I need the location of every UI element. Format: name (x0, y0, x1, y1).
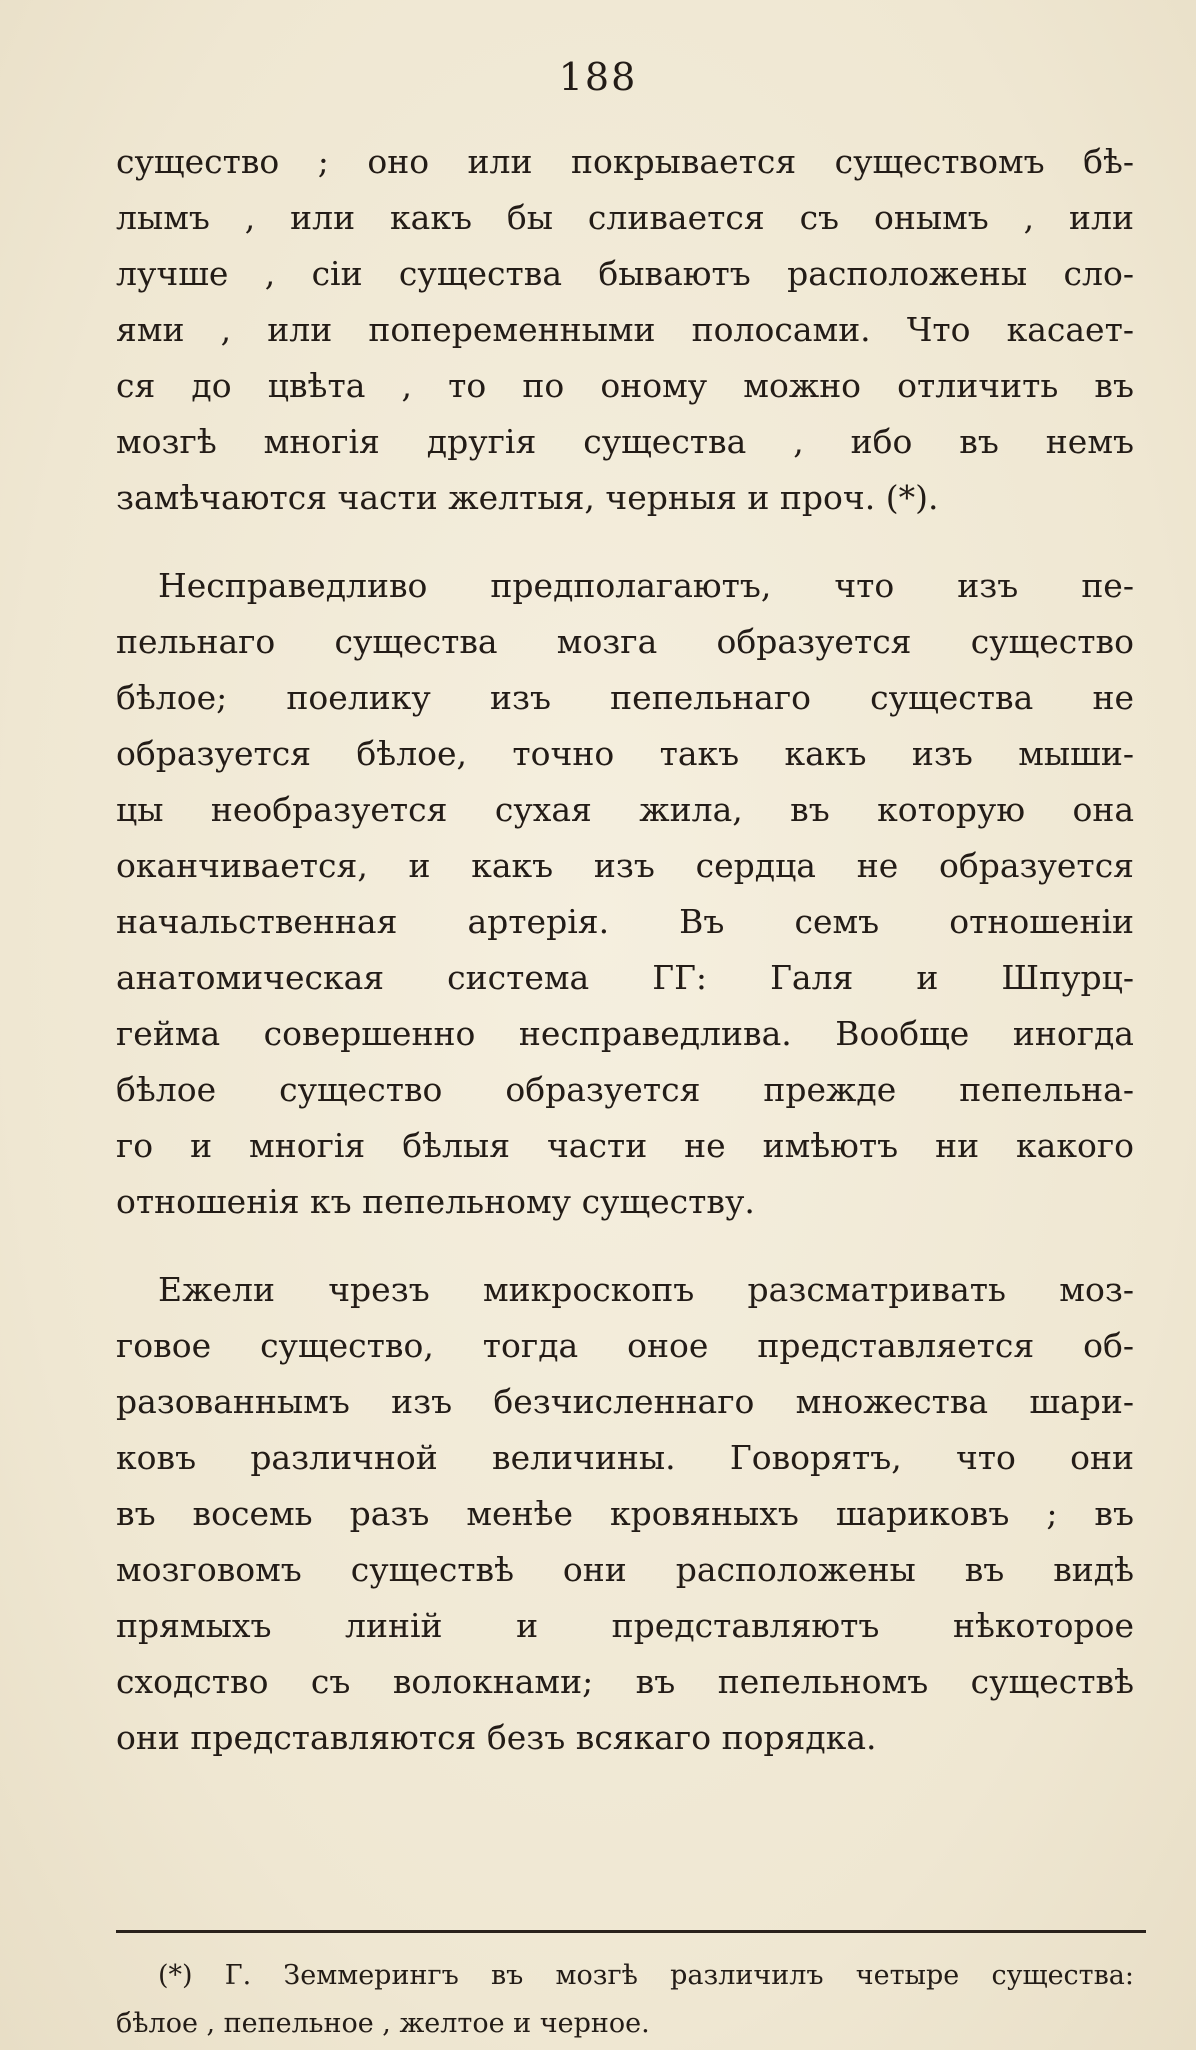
text-line: образуется бѣлое, точно такъ какъ изъ мыши- (116, 734, 1134, 773)
body-text (116, 134, 1134, 1766)
text-line: го и многія бѣлыя части не имѣютъ ни какого (116, 1126, 1134, 1165)
text-line: говое существо, тогда оное представляется об- (116, 1326, 1134, 1365)
text-line: замѣчаются части желтыя, черныя и проч. (*). (116, 478, 939, 517)
text-line: цы необразуется сухая жила, въ которую она (116, 790, 1134, 829)
text-line: сходство съ волокнами; въ пепельномъ существѣ (116, 1662, 1134, 1701)
text-line: Ежели чрезъ микроскопъ разсматривать моз- (158, 1270, 1134, 1309)
text-line: мозгѣ многія другія существа , ибо въ немъ (116, 422, 1134, 461)
text-line: ковъ различной величины. Говорятъ, что они (116, 1438, 1134, 1477)
footnote-line: бѣлое , пепельное , желтое и черное. (116, 2008, 650, 2039)
text-line: мозговомъ существѣ они расположены въ видѣ (116, 1550, 1134, 1589)
text-line: прямыхъ линій и представляютъ нѣкоторое (116, 1606, 1134, 1645)
page-number: 188 (558, 55, 638, 99)
paragraph-3 (116, 1262, 1134, 1766)
text-line: бѣлое; поелику изъ пепельнаго существа не (116, 678, 1134, 717)
text-line: разованнымъ изъ безчисленнаго множества шари- (116, 1382, 1134, 1421)
text-line: гейма совершенно несправедлива. Вообще иногда (116, 1014, 1134, 1053)
paragraph-2 (116, 558, 1134, 1230)
text-line: начальственная артерія. Въ семъ отношеніи (116, 902, 1134, 941)
text-line: пельнаго существа мозга образуется существо (116, 622, 1134, 661)
text-line: лучше , сіи существа бываютъ расположены сло- (116, 254, 1134, 293)
text-line: ями , или попеременными полосами. Что касает- (116, 310, 1134, 349)
footnote-divider (116, 1930, 1146, 1933)
paragraph-spacer (116, 1230, 1134, 1262)
text-line: анатомическая система ГГ: Галя и Шпурц- (116, 958, 1134, 997)
paragraph-spacer (116, 526, 1134, 558)
text-line: ся до цвѣта , то по оному можно отличить въ (116, 366, 1134, 405)
text-line: лымъ , или какъ бы сливается съ онымъ , или (116, 198, 1134, 237)
text-line: отношенія къ пепельному существу. (116, 1182, 755, 1221)
paragraph-1 (116, 134, 1134, 526)
text-line: въ восемь разъ менѣе кровяныхъ шариковъ ; въ (116, 1494, 1134, 1533)
footnote-line: (*) Г. Земмерингъ въ мозгѣ различилъ четыре существа: (158, 1960, 1134, 1991)
text-line: существо ; оно или покрывается существомъ бѣ- (116, 142, 1134, 181)
footnote (116, 1952, 1134, 2048)
text-line: оканчивается, и какъ изъ сердца не образуется (116, 846, 1134, 885)
text-line: Несправедливо предполагаютъ, что изъ пе- (158, 566, 1134, 605)
text-line: бѣлое существо образуется прежде пепельна- (116, 1070, 1134, 1109)
text-line: они представляются безъ всякаго порядка. (116, 1718, 877, 1757)
